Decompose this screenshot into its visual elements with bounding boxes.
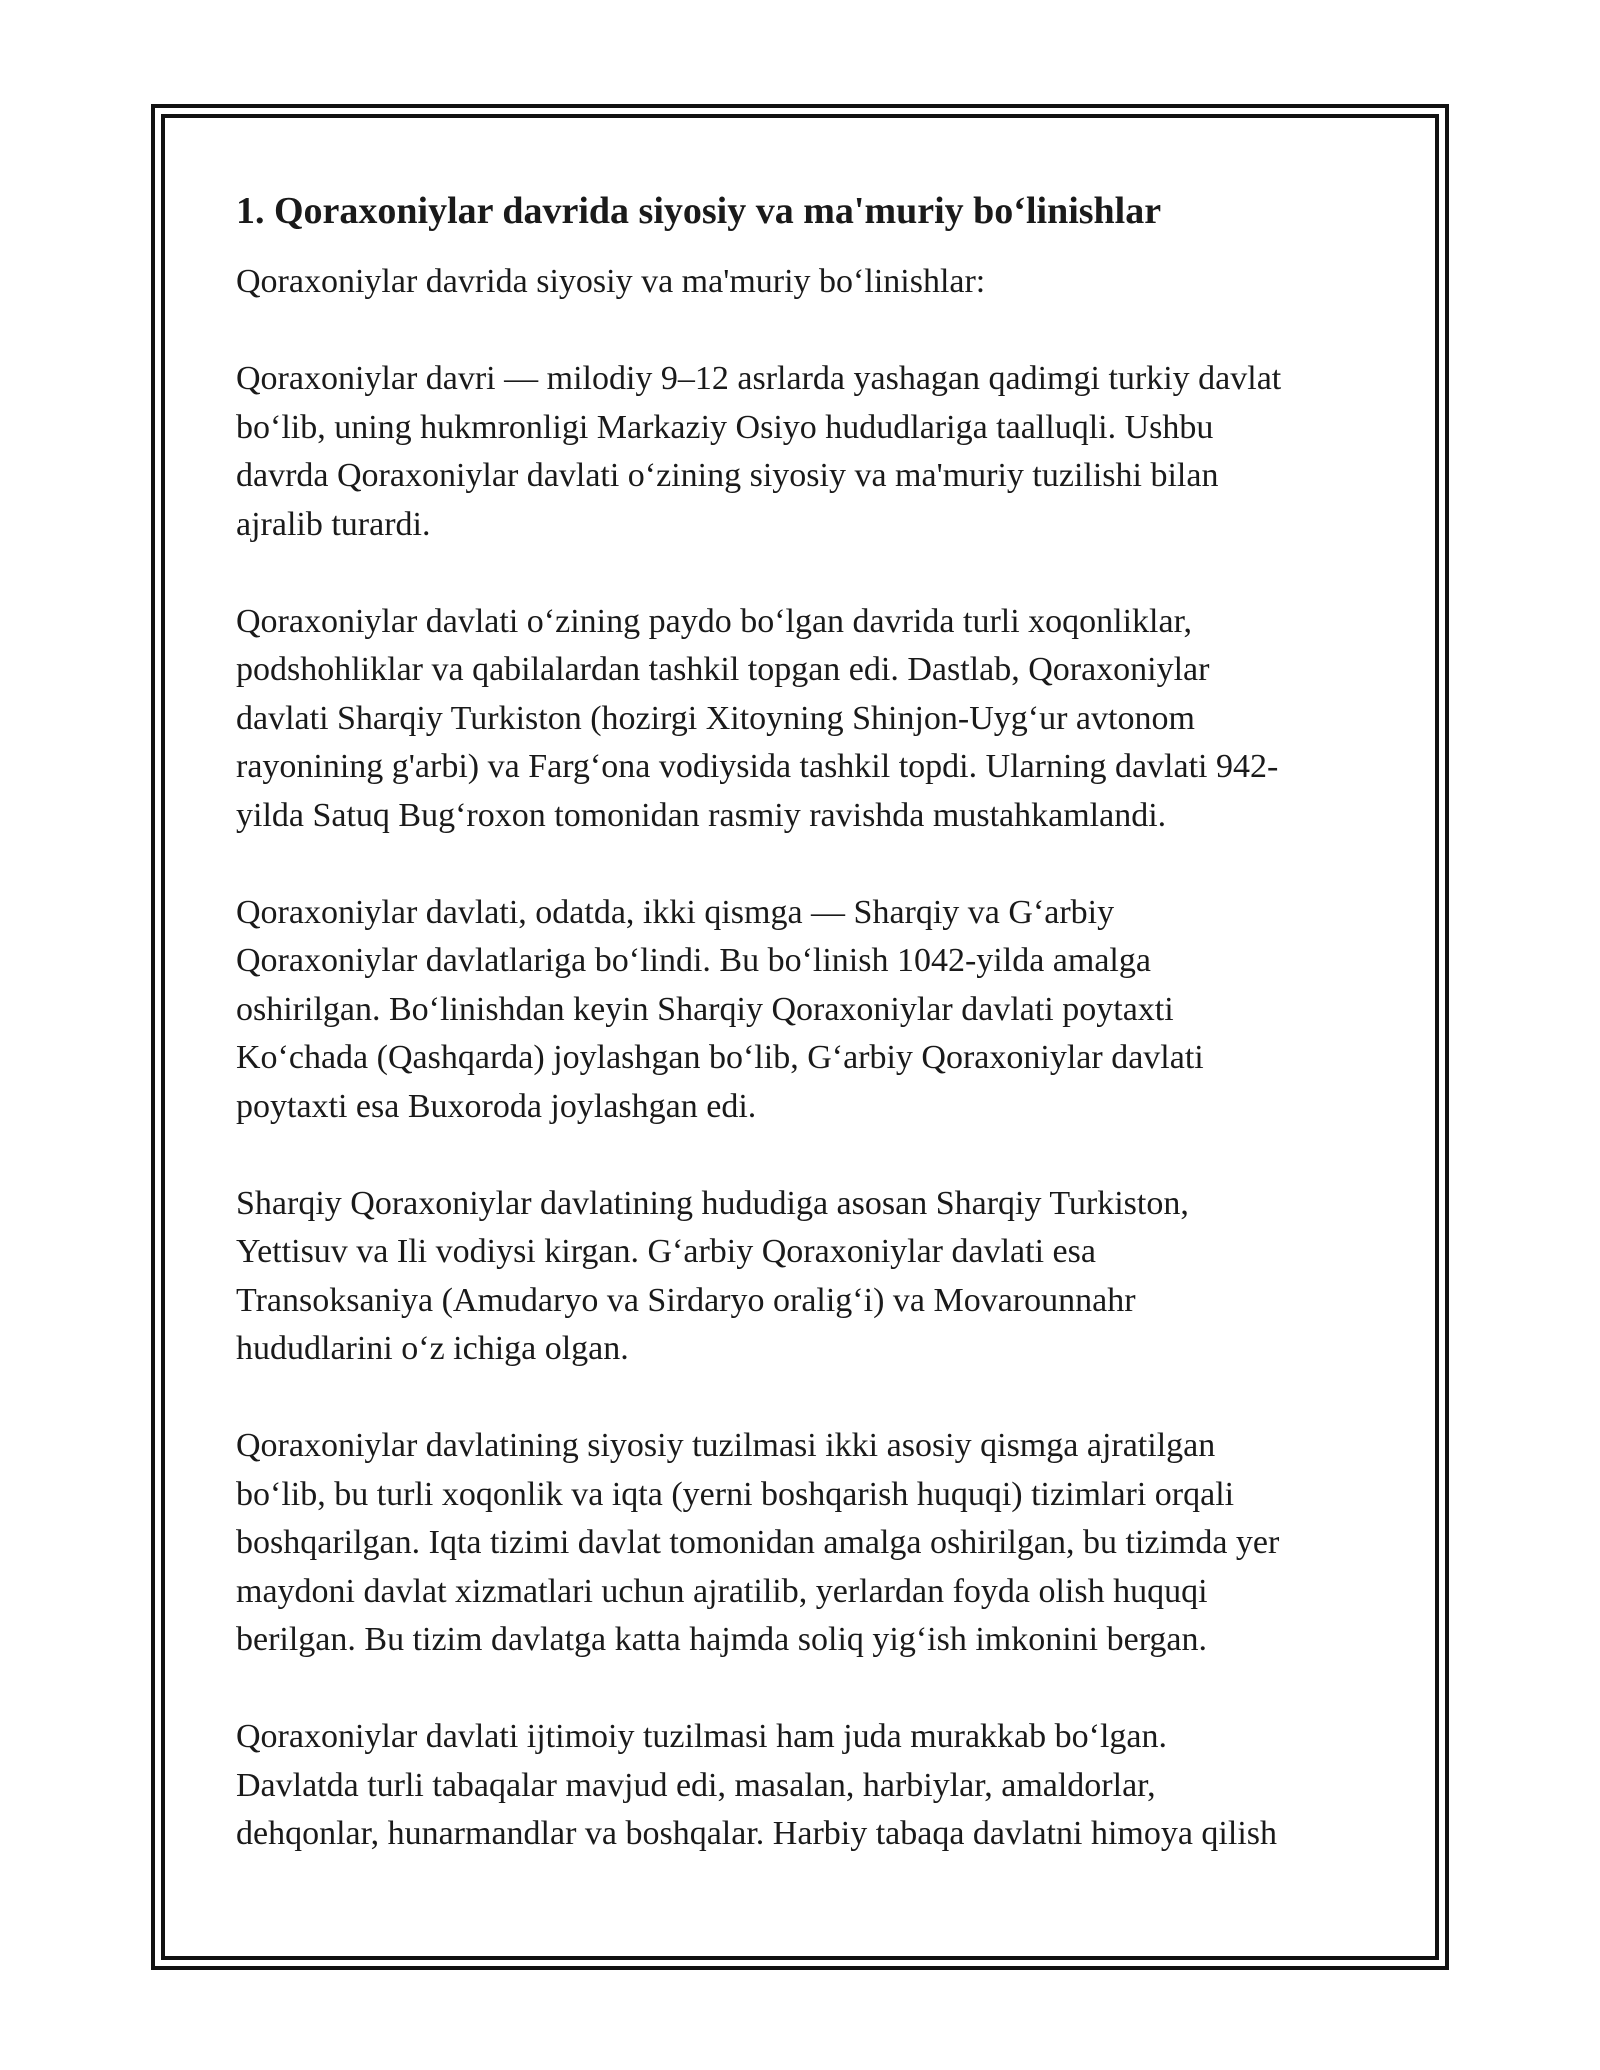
paragraph-line: ajralib turardi. bbox=[236, 505, 431, 543]
paragraph-line: Qoraxoniylar davlati o‘zining paydo bo‘lgan davrida turli xoqonliklar, bbox=[236, 602, 1193, 640]
paragraph-line: berilgan. Bu tizim davlatga katta hajmda soliq yig‘ish imkonini bergan. bbox=[236, 1621, 1208, 1658]
paragraph-line: bo‘lib, uning hukmronligi Markaziy Osiyo hududlariga taalluqli. Ushbu bbox=[236, 408, 1214, 446]
paragraph-line: Qoraxoniylar davlatining siyosiy tuzilmasi ikki asosiy qismga ajratilgan bbox=[236, 1427, 1216, 1464]
paragraph bbox=[236, 1422, 1366, 1665]
paragraph-line: rayonining g'arbi) va Farg‘ona vodiysida tashkil topdi. Ularning davlati 942- bbox=[236, 748, 1279, 785]
paragraph-line: Qoraxoniylar davlati ijtimoiy tuzilmasi ham juda murakkab bo‘lgan. bbox=[236, 1718, 1167, 1755]
paragraph-line: Yettisuv va Ili vodiysi kirgan. G‘arbiy Qoraxoniylar davlati esa bbox=[236, 1233, 1096, 1270]
paragraph bbox=[236, 889, 1366, 1132]
paragraph-line: maydoni davlat xizmatlari uchun ajratilib, yerlardan foyda olish huquqi bbox=[236, 1572, 1208, 1610]
paragraph-line: dehqonlar, hunarmandlar va boshqalar. Harbiy tabaqa davlatni himoya qilish bbox=[236, 1815, 1278, 1852]
paragraph-line: Qoraxoniylar davlati, odatda, ikki qismga — Sharqiy va G‘arbiy bbox=[236, 893, 1115, 931]
paragraph-line: yilda Satuq Bug‘roxon tomonidan rasmiy ravishda mustahkamlandi. bbox=[236, 796, 1167, 834]
paragraph-line: poytaxti esa Buxoroda joylashgan edi. bbox=[236, 1087, 757, 1125]
paragraph-line: davrda Qoraxoniylar davlati o‘zining siyosiy va ma'muriy tuzilishi bilan bbox=[236, 457, 1219, 494]
paragraph-line: Davlatda turli tabaqalar mavjud edi, masalan, harbiylar, amaldorlar, bbox=[236, 1766, 1156, 1804]
paragraph-line: Qoraxoniylar davrida siyosiy va ma'muriy bo‘linishlar: bbox=[236, 263, 986, 300]
paragraph-line: davlati Sharqiy Turkiston (hozirgi Xitoyning Shinjon-Uyg‘ur avtonom bbox=[236, 699, 1195, 737]
paragraph-line: oshirilgan. Bo‘linishdan keyin Sharqiy Qoraxoniylar davlati poytaxti bbox=[236, 990, 1174, 1028]
paragraph-line: Qoraxoniylar davlatlariga bo‘lindi. Bu bo‘linish 1042-yilda amalga bbox=[236, 942, 1151, 979]
paragraph bbox=[236, 355, 1366, 549]
paragraph bbox=[236, 1180, 1366, 1374]
paragraph bbox=[236, 258, 1366, 307]
paragraph-line: bo‘lib, bu turli xoqonlik va iqta (yerni boshqarish huquqi) tizimlari orqali bbox=[236, 1475, 1235, 1513]
paragraph bbox=[236, 1713, 1366, 1859]
paragraph-line: boshqarilgan. Iqta tizimi davlat tomonidan amalga oshirilgan, bu tizimda yer bbox=[236, 1524, 1280, 1561]
paragraph bbox=[236, 598, 1366, 841]
section-heading: 1. Qoraxoniylar davrida siyosiy va ma'muriy bo‘linishlar bbox=[236, 190, 1162, 232]
paragraph-line: hududlarini o‘z ichiga olgan. bbox=[236, 1330, 629, 1367]
paragraph-line: Transoksaniya (Amudaryo va Sirdaryo oralig‘i) va Movarounnahr bbox=[236, 1281, 1136, 1319]
paragraph-line: Ko‘chada (Qashqarda) joylashgan bo‘lib, G‘arbiy Qoraxoniylar davlati bbox=[236, 1039, 1204, 1076]
paragraph-line: podshohliklar va qabilalardan tashkil topgan edi. Dastlab, Qoraxoniylar bbox=[236, 651, 1210, 688]
paragraph-line: Qoraxoniylar davri — milodiy 9–12 asrlarda yashagan qadimgi turkiy davlat bbox=[236, 360, 1282, 397]
document-body bbox=[236, 186, 1366, 1907]
paragraph-line: Sharqiy Qoraxoniylar davlatining hududiga asosan Sharqiy Turkiston, bbox=[236, 1184, 1189, 1222]
